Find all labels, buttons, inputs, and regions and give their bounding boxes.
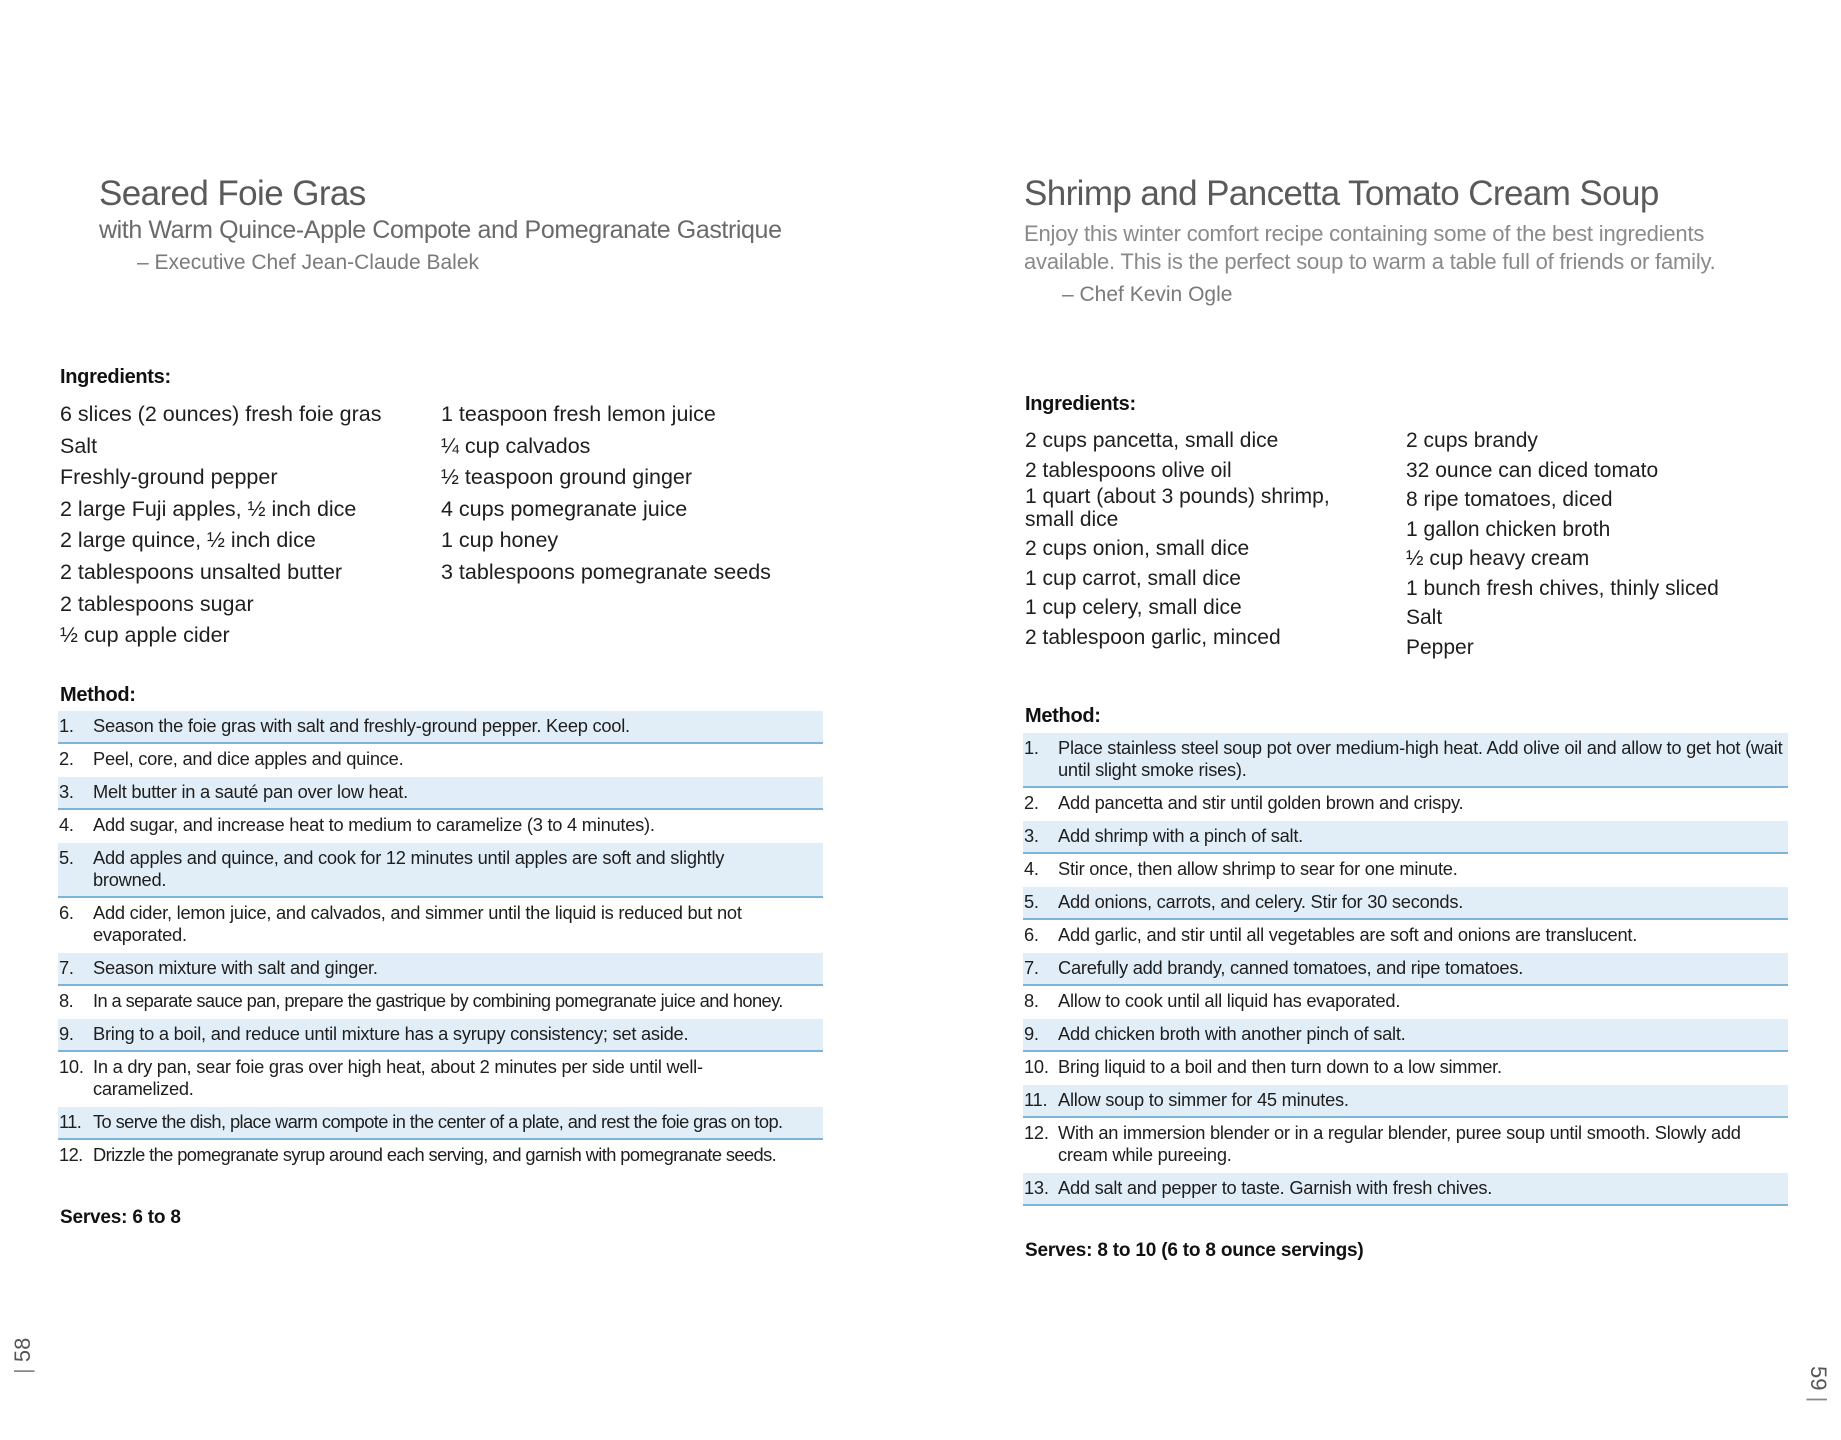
step-number: 11. [59, 1111, 82, 1132]
chef-credit: – Chef Kevin Ogle [1062, 283, 1233, 306]
step-number: 1. [59, 715, 74, 736]
method-list [58, 711, 823, 1173]
method-step [1023, 953, 1788, 986]
step-text: Add apples and quince, and cook for 12 minutes until apples are soft and slightly browned. [93, 847, 725, 890]
step-text: Add shrimp with a pinch of salt. [1058, 825, 1304, 846]
step-text: Season mixture with salt and ginger. [93, 957, 378, 978]
ingredient-item: 2 tablespoon garlic, minced [1025, 625, 1281, 649]
step-text: Add pancetta and stir until golden brown and crispy. [1058, 792, 1464, 813]
step-number: 7. [59, 957, 74, 978]
page-number-value: 58 [10, 1337, 35, 1363]
method-step [1023, 788, 1788, 821]
ingredients-column-2 [1406, 426, 1719, 662]
method-step [1023, 1019, 1788, 1052]
ingredients-heading: Ingredients: [60, 366, 171, 388]
step-text: To serve the dish, place warm compote in the center of a plate, and rest the foie gras on top. [93, 1111, 783, 1132]
ingredients-heading: Ingredients: [1025, 393, 1136, 415]
step-number: 12. [59, 1144, 83, 1165]
method-step [58, 777, 823, 810]
ingredient-item: 3 tablespoons pomegranate seeds [441, 559, 771, 584]
ingredient-item: 2 cups onion, small dice [1025, 537, 1250, 560]
step-text: Allow to cook until all liquid has evaporated. [1058, 990, 1401, 1011]
step-text: Melt butter in a sauté pan over low heat. [93, 781, 408, 802]
page-number-divider: | [1806, 1396, 1831, 1403]
method-step [58, 953, 823, 986]
ingredient-item: 1 bunch fresh chives, thinly sliced [1406, 576, 1719, 600]
ingredient-item: ½ cup heavy cream [1406, 547, 1590, 570]
step-number: 2. [1024, 792, 1039, 813]
method-list [1023, 733, 1788, 1206]
ingredient-item: ½ teaspoon ground ginger [441, 465, 693, 490]
method-step [1023, 920, 1788, 953]
ingredient-item: 1 cup honey [441, 528, 559, 553]
method-step [58, 986, 823, 1019]
left-page [0, 0, 920, 1440]
method-step [1023, 887, 1788, 920]
method-step [58, 744, 823, 777]
method-step [58, 1107, 823, 1140]
step-number: 8. [1024, 990, 1039, 1011]
method-step [58, 1140, 823, 1173]
ingredient-item: 1 cup carrot, small dice [1025, 566, 1241, 590]
recipe-intro: Enjoy this winter comfort recipe containing some of the best ingredients available. This is the perfect soup to warm a table full of friends or family. [1024, 221, 1716, 274]
ingredient-item: Pepper [1406, 635, 1474, 659]
step-text: Bring liquid to a boil and then turn down to a low simmer. [1058, 1056, 1502, 1077]
step-number: 1. [1024, 737, 1039, 758]
method-heading: Method: [60, 684, 136, 706]
step-number: 13. [1024, 1177, 1049, 1198]
method-step [1023, 733, 1788, 788]
step-text: Add cider, lemon juice, and calvados, and simmer until the liquid is reduced but not evaporated. [93, 902, 742, 945]
step-text: Add chicken broth with another pinch of salt. [1058, 1023, 1406, 1044]
ingredient-item: 2 cups pancetta, small dice [1025, 429, 1279, 452]
method-step [58, 1019, 823, 1052]
ingredient-item: 2 large quince, ½ inch dice [60, 528, 316, 553]
ingredient-item: 6 slices (2 ounces) fresh foie gras [60, 402, 382, 426]
ingredient-item: 4 cups pomegranate juice [441, 496, 688, 521]
method-step [1023, 854, 1788, 887]
step-text: Allow soup to simmer for 45 minutes. [1058, 1089, 1349, 1110]
ingredient-item: 8 ripe tomatoes, diced [1406, 488, 1613, 511]
right-page [920, 0, 1841, 1440]
method-step [58, 810, 823, 843]
ingredients-column-1 [60, 399, 381, 652]
page-number [10, 1338, 36, 1374]
step-text: Add sugar, and increase heat to medium to caramelize (3 to 4 minutes). [93, 814, 655, 835]
method-step [1023, 1052, 1788, 1085]
serves-info: Serves: 6 to 8 [60, 1207, 181, 1228]
method-step [58, 1052, 823, 1107]
method-step [1023, 986, 1788, 1019]
ingredient-item: 2 cups brandy [1406, 429, 1538, 452]
step-number: 11. [1024, 1089, 1048, 1110]
step-number: 9. [59, 1023, 74, 1044]
ingredient-item: 32 ounce can diced tomato [1406, 458, 1659, 482]
ingredient-item: 1 cup celery, small dice [1025, 596, 1242, 619]
step-number: 10. [1024, 1056, 1049, 1077]
ingredients-column-2 [441, 399, 771, 589]
step-number: 9. [1024, 1023, 1039, 1044]
page-number [1805, 1366, 1831, 1402]
step-number: 7. [1024, 957, 1039, 978]
step-text: Add onions, carrots, and celery. Stir for 30 seconds. [1058, 891, 1464, 912]
step-number: 5. [1024, 891, 1039, 912]
step-text: Peel, core, and dice apples and quince. [93, 748, 404, 769]
step-number: 8. [59, 990, 74, 1011]
step-number: 2. [59, 748, 74, 769]
method-step [1023, 821, 1788, 854]
ingredient-item: ½ cup apple cider [60, 623, 230, 648]
method-step [58, 843, 823, 898]
recipe-subtitle: with Warm Quince-Apple Compote and Pomegranate Gastrique [99, 216, 782, 244]
ingredient-item: 1 gallon chicken broth [1406, 517, 1611, 541]
step-number: 6. [1024, 924, 1039, 945]
step-number: 4. [59, 814, 74, 835]
method-step [58, 898, 823, 953]
ingredient-item: Freshly-ground pepper [60, 465, 278, 490]
step-text: With an immersion blender or in a regular blender, puree soup until smooth. Slowly add cream while pureeing. [1058, 1122, 1741, 1165]
step-number: 6. [59, 902, 74, 923]
step-text: Bring to a boil, and reduce until mixture has a syrupy consistency; set aside. [93, 1023, 689, 1044]
ingredient-item: 1 teaspoon fresh lemon juice [441, 402, 716, 426]
step-text: Stir once, then allow shrimp to sear for one minute. [1058, 858, 1458, 879]
step-text: In a separate sauce pan, prepare the gastrique by combining pomegranate juice and honey. [93, 990, 783, 1011]
step-text: In a dry pan, sear foie gras over high heat, about 2 minutes per side until well-caramelized. [93, 1056, 703, 1099]
step-number: 5. [59, 847, 74, 868]
method-step [1023, 1085, 1788, 1118]
page-number-value: 59 [1806, 1366, 1831, 1391]
method-step [1023, 1118, 1788, 1173]
ingredient-item: 1 quart (about 3 pounds) shrimp, small dice [1025, 485, 1330, 531]
ingredient-item: 2 tablespoons sugar [60, 591, 254, 616]
recipe-title: Shrimp and Pancetta Tomato Cream Soup [1024, 174, 1659, 213]
ingredient-item: Salt [60, 433, 98, 458]
step-number: 4. [1024, 858, 1039, 879]
chef-credit: – Executive Chef Jean-Claude Balek [137, 251, 480, 274]
ingredient-item: 2 tablespoons olive oil [1025, 458, 1232, 482]
step-text: Place stainless steel soup pot over medium-high heat. Add olive oil and allow to get hot (wait until slight smoke rises). [1058, 737, 1783, 780]
page-number-divider: | [10, 1368, 35, 1374]
recipe-title: Seared Foie Gras [99, 174, 366, 213]
step-text: Add salt and pepper to taste. Garnish with fresh chives. [1058, 1177, 1493, 1198]
method-heading: Method: [1025, 705, 1101, 727]
step-number: 12. [1024, 1122, 1049, 1143]
step-number: 3. [1024, 825, 1039, 846]
ingredient-item: ¼ cup calvados [441, 433, 591, 458]
method-step [1023, 1173, 1788, 1206]
ingredient-item: 2 large Fuji apples, ½ inch dice [60, 496, 357, 521]
ingredient-item: 2 tablespoons unsalted butter [60, 559, 343, 584]
method-step [58, 711, 823, 744]
step-text: Add garlic, and stir until all vegetables are soft and onions are translucent. [1058, 924, 1638, 945]
step-text: Season the foie gras with salt and freshly-ground pepper. Keep cool. [93, 715, 630, 736]
step-text: Drizzle the pomegranate syrup around each serving, and garnish with pomegranate seeds. [93, 1144, 777, 1165]
ingredients-column-1 [1025, 426, 1365, 652]
step-text: Carefully add brandy, canned tomatoes, and ripe tomatoes. [1058, 957, 1524, 978]
step-number: 10. [59, 1056, 84, 1077]
ingredient-item: Salt [1406, 606, 1443, 629]
serves-info: Serves: 8 to 10 (6 to 8 ounce servings) [1025, 1240, 1364, 1261]
step-number: 3. [59, 781, 74, 802]
